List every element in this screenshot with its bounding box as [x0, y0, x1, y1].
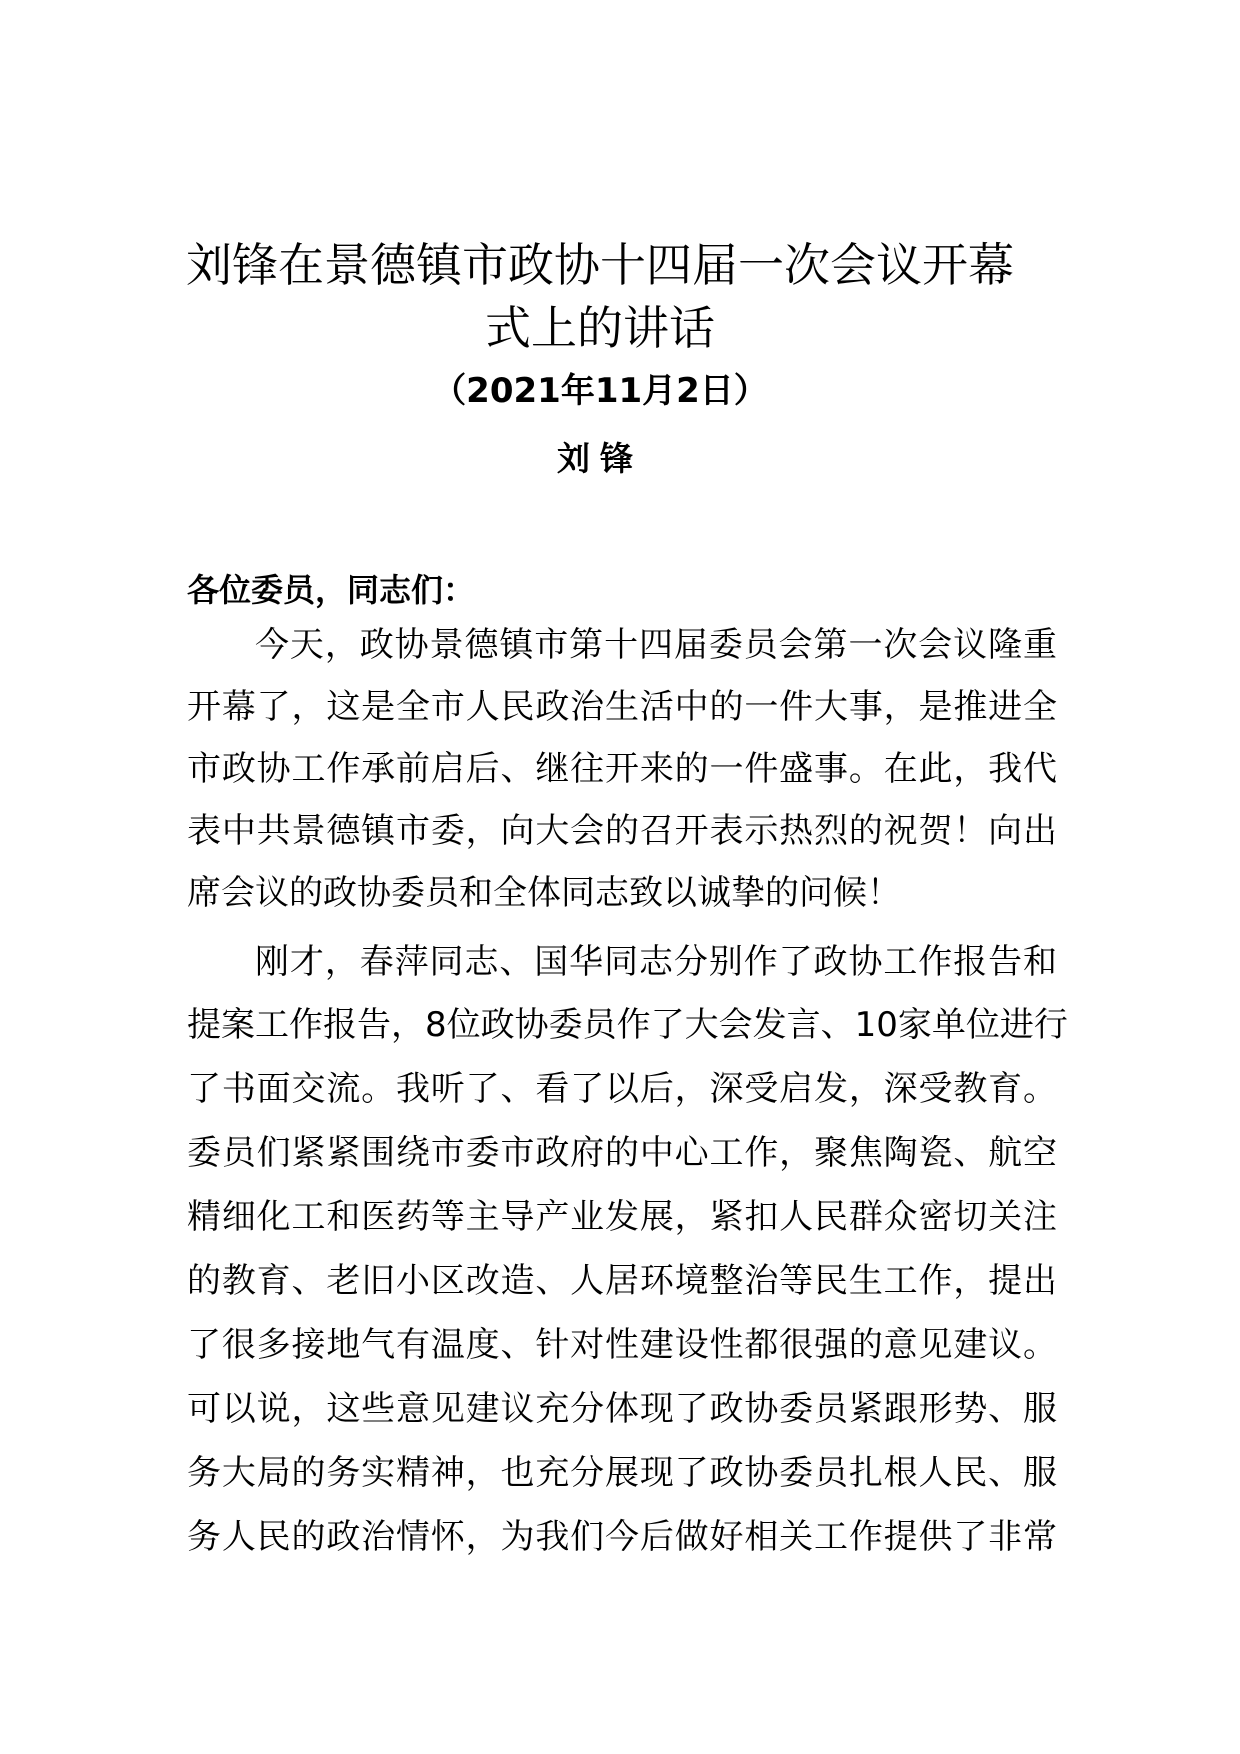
document-title-line-2: 式上的讲话 [485, 301, 715, 355]
document-title-line-1: 刘锋在景德镇市政协十四届一次会议开幕 [186, 238, 1014, 292]
body-line: 可以说，这些意见建议充分体现了政协委员紧跟形势、服 [187, 1389, 1057, 1429]
speech-date: （2021年11月2日） [432, 371, 768, 411]
speaker-name: 刘锋 [557, 439, 643, 478]
body-line: 开幕了，这是全市人民政治生活中的一件大事，是推进全 [187, 687, 1057, 727]
body-line: 市政协工作承前启后、继往开来的一件盛事。在此，我代 [187, 749, 1057, 789]
body-line: 精细化工和医药等主导产业发展，紧扣人民群众密切关注 [187, 1197, 1057, 1237]
body-line: 刚才，春萍同志、国华同志分别作了政协工作报告和 [255, 942, 1057, 982]
body-line: 席会议的政协委员和全体同志致以诚挚的问候！ [187, 873, 901, 913]
body-line: 务大局的务实精神，也充分展现了政协委员扎根人民、服 [187, 1453, 1057, 1493]
body-line: 提案工作报告，8位政协委员作了大会发言、10家单位进行 [187, 1005, 1068, 1045]
body-line: 的教育、老旧小区改造、人居环境整治等民生工作，提出 [187, 1261, 1057, 1301]
body-line: 了很多接地气有温度、针对性建设性都很强的意见建议。 [187, 1325, 1057, 1365]
body-line: 委员们紧紧围绕市委市政府的中心工作，聚焦陶瓷、航空 [187, 1133, 1057, 1173]
body-line: 了书面交流。我听了、看了以后，深受启发，深受教育。 [187, 1069, 1057, 1109]
salutation: 各位委员，同志们： [187, 571, 476, 609]
body-line: 表中共景德镇市委，向大会的召开表示热烈的祝贺！向出 [187, 811, 1057, 851]
body-line: 今天，政协景德镇市第十四届委员会第一次会议隆重 [255, 625, 1057, 665]
body-line: 务人民的政治情怀，为我们今后做好相关工作提供了非常 [187, 1517, 1057, 1557]
